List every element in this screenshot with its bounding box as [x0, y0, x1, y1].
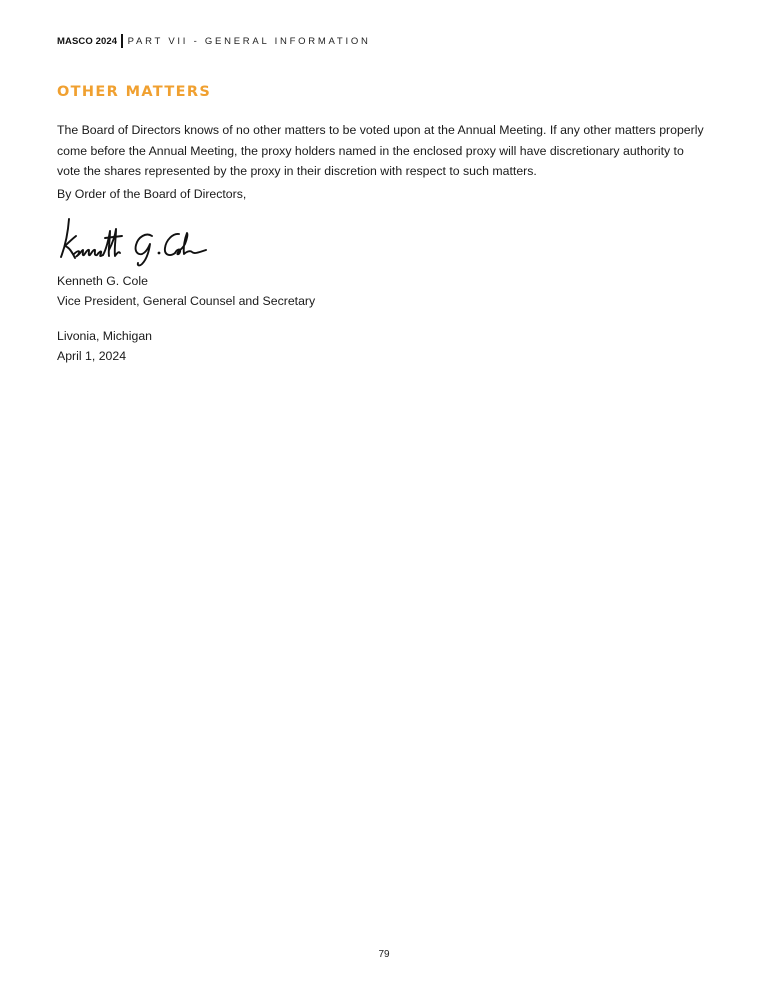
location-city: Livonia, Michigan: [57, 329, 153, 343]
signer-title: Vice President, General Counsel and Secretary: [57, 293, 316, 308]
signer-name: Kenneth G. Cole: [57, 274, 148, 288]
location-block: [57, 327, 152, 366]
section-title: OTHER MATTERS: [57, 84, 212, 100]
signer-block: [57, 272, 315, 311]
page-number: 79: [378, 949, 390, 960]
closing-line: By Order of the Board of Directors,: [57, 187, 247, 201]
document-date: April 1, 2024: [57, 348, 127, 363]
section-label: PART VII - GENERAL INFORMATION: [127, 35, 371, 47]
body-paragraph: The Board of Directors knows of no other matters to be voted upon at the Annual Meeting. If any other matters properly come before the Annual Meeting, the proxy holders named in the enclosed proxy will have discretionary authority to vote the shares represented by the proxy in their discretion with respect to such matters.: [57, 123, 704, 178]
header-divider: [121, 34, 123, 48]
signature-image: [56, 214, 212, 270]
brand-label: MASCO 2024: [57, 35, 118, 47]
page-header: [57, 34, 371, 48]
